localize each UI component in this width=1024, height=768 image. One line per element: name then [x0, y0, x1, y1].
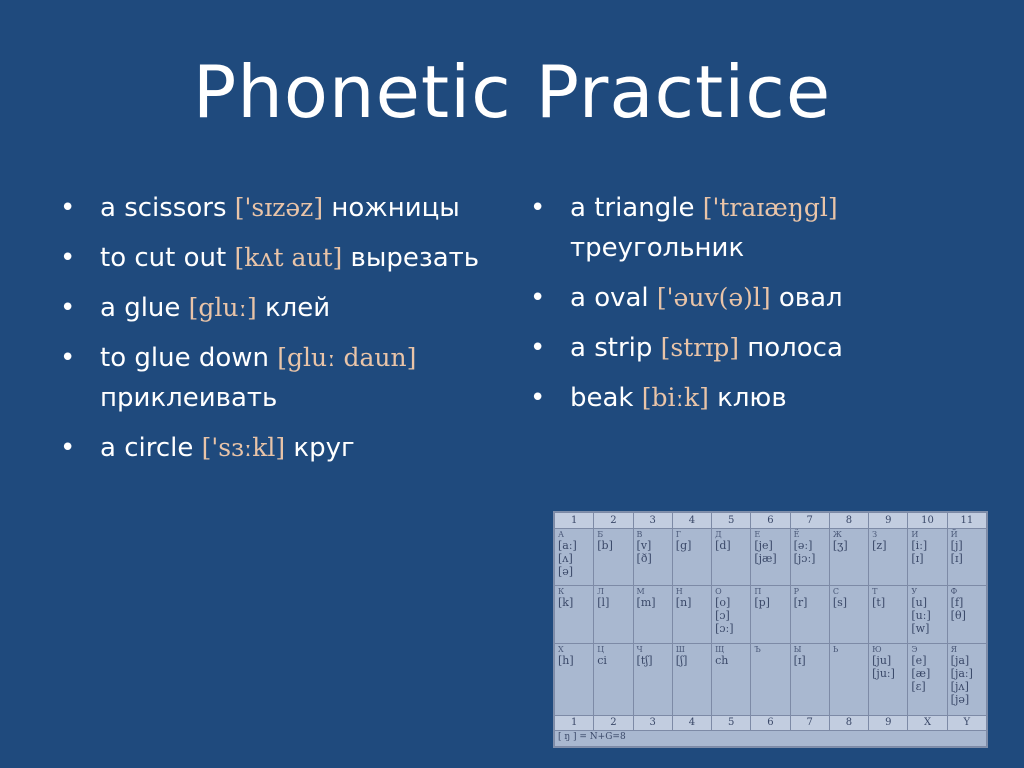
table-cell — [908, 586, 947, 643]
latin-sound: [ja] — [950, 653, 970, 667]
table-footer-note: [ ŋ ] = N+G=8 — [555, 731, 987, 747]
table-cell — [633, 528, 672, 585]
latin-sound: [r] — [793, 596, 808, 610]
latin-sound: [ð] — [636, 551, 652, 565]
table-cell — [712, 586, 751, 643]
cyrillic-letter: Р — [793, 587, 799, 597]
table-cell — [672, 586, 711, 643]
latin-sound: [jʌ] — [950, 679, 969, 693]
table-header-cell: 8 — [829, 513, 868, 529]
table-header-cell: 11 — [947, 513, 986, 529]
russian-translation: круг — [293, 433, 355, 463]
latin-sound: [aː] — [558, 538, 577, 552]
cyrillic-letter: Ъ — [754, 644, 761, 654]
table-footer-cell: 4 — [672, 715, 711, 731]
latin-sound: ci — [597, 653, 607, 667]
table-cell — [633, 586, 672, 643]
table-header-cell: 4 — [672, 513, 711, 529]
table-header-cell: 9 — [869, 513, 908, 529]
table-cell — [947, 586, 986, 643]
table-header-cell: 7 — [790, 513, 829, 529]
table-cell — [555, 586, 594, 643]
slide-title: Phonetic Practice — [192, 50, 832, 134]
cyrillic-letter: К — [558, 587, 565, 597]
latin-sound: [ɪ] — [793, 653, 806, 667]
cyrillic-letter: Ч — [636, 644, 643, 654]
russian-translation: клюв — [717, 383, 787, 413]
vocab-item — [60, 188, 490, 228]
table-cell — [869, 586, 908, 643]
bullet-icon: • — [530, 333, 546, 363]
latin-sound: [jɔː] — [793, 551, 816, 565]
table-cell — [829, 528, 868, 585]
latin-sound: [ɛ] — [911, 679, 926, 693]
latin-sound: [m] — [636, 596, 656, 610]
table-footer-cell: 6 — [751, 715, 790, 731]
ipa-transcription: [gluː daun] — [277, 343, 417, 372]
latin-sound: [uː] — [911, 609, 931, 623]
cyrillic-letter: Ц — [597, 644, 605, 654]
russian-translation: полоса — [747, 333, 843, 363]
english-word: a strip — [570, 333, 653, 363]
transcription-table — [554, 512, 987, 747]
cyrillic-letter: М — [636, 587, 645, 597]
bullet-icon: • — [60, 193, 76, 223]
vocab-item — [530, 378, 990, 418]
cyrillic-letter: Е — [754, 529, 761, 539]
table-cell — [790, 586, 829, 643]
cyrillic-letter: С — [832, 587, 839, 597]
table-header-cell: 6 — [751, 513, 790, 529]
table-cell — [869, 528, 908, 585]
table-cell — [751, 528, 790, 585]
latin-sound: ch — [715, 653, 729, 667]
russian-translation: вырезать — [350, 243, 480, 273]
cyrillic-letter: У — [911, 587, 918, 597]
cyrillic-letter: Ш — [675, 644, 685, 654]
english-word: a scissors — [100, 193, 227, 223]
table-footer-cell: 5 — [712, 715, 751, 731]
latin-sound: [g] — [675, 538, 692, 552]
russian-translation: овал — [778, 283, 843, 313]
latin-sound: [s] — [832, 596, 848, 610]
left-vocab-list — [60, 188, 490, 478]
bullet-icon: • — [60, 343, 76, 373]
english-word: to glue down — [100, 343, 269, 373]
cyrillic-letter: Ф — [950, 587, 958, 597]
bullet-icon: • — [60, 243, 76, 273]
cyrillic-letter: Ь — [832, 644, 839, 654]
table-cell — [555, 643, 594, 715]
latin-sound: [æ] — [911, 666, 931, 680]
cyrillic-letter: Ю — [872, 644, 882, 654]
latin-sound: [iː] — [911, 538, 928, 552]
table-cell — [555, 528, 594, 585]
latin-sound: [d] — [715, 538, 731, 552]
table-cell — [712, 528, 751, 585]
table-footer-cell: 8 — [829, 715, 868, 731]
table-footer-cell: Y — [947, 715, 986, 731]
latin-sound: [ʒ] — [832, 538, 848, 552]
table-cell — [908, 528, 947, 585]
table-footer-cell: 9 — [869, 715, 908, 731]
latin-sound: [ɔ] — [715, 609, 730, 623]
latin-sound: [w] — [911, 622, 930, 636]
bullet-icon: • — [60, 433, 76, 463]
table-header-cell: 5 — [712, 513, 751, 529]
table-footer-numbers-row — [555, 715, 987, 731]
latin-sound: [b] — [597, 538, 613, 552]
table-cell — [829, 586, 868, 643]
table-cell — [947, 643, 986, 715]
latin-sound: [jæ] — [754, 551, 777, 565]
latin-sound: [v] — [636, 538, 652, 552]
latin-sound: [ʌ] — [558, 551, 573, 565]
latin-sound: [ɪ] — [950, 551, 963, 565]
cyrillic-letter: А — [558, 529, 565, 539]
latin-sound: [ə] — [558, 564, 574, 578]
table-cell — [829, 643, 868, 715]
cyrillic-letter: З — [872, 529, 878, 539]
latin-sound: [jə] — [950, 692, 970, 706]
latin-sound: [h] — [558, 653, 574, 667]
table-cell — [751, 586, 790, 643]
ipa-transcription: [kʌt aut] — [234, 243, 343, 272]
english-word: beak — [570, 383, 634, 413]
bullet-icon: • — [530, 383, 546, 413]
latin-sound: [je] — [754, 538, 773, 552]
latin-sound: [z] — [872, 538, 887, 552]
table-header-cell: 3 — [633, 513, 672, 529]
cyrillic-letter: И — [911, 529, 919, 539]
latin-sound: [j] — [950, 538, 963, 552]
ipa-transcription: [biːk] — [641, 383, 709, 412]
latin-sound: [f] — [950, 596, 964, 610]
vocab-item — [60, 428, 490, 468]
table-cell — [790, 528, 829, 585]
cyrillic-letter: П — [754, 587, 762, 597]
cyrillic-letter: Ж — [832, 529, 842, 539]
table-cell — [908, 643, 947, 715]
vocab-item — [60, 288, 490, 328]
latin-sound: [u] — [911, 596, 928, 610]
table-footer-cell: 2 — [594, 715, 633, 731]
table-row — [555, 586, 987, 643]
latin-sound: [o] — [715, 596, 731, 610]
vocab-item — [530, 328, 990, 368]
table-cell — [712, 643, 751, 715]
table-header-row — [555, 513, 987, 529]
cyrillic-letter: Ы — [793, 644, 802, 654]
vocab-item — [60, 338, 490, 418]
cyrillic-letter: Я — [950, 644, 958, 654]
bullet-icon: • — [60, 293, 76, 323]
latin-sound: [ɔː] — [715, 622, 734, 636]
russian-translation: приклеивать — [100, 383, 278, 413]
ipa-transcription: ['sɜːkl] — [201, 433, 286, 462]
table-cell — [594, 528, 633, 585]
table-footer-cell: X — [908, 715, 947, 731]
latin-sound: [juː] — [872, 666, 895, 680]
english-word: a triangle — [570, 193, 695, 223]
table-cell — [672, 528, 711, 585]
table-row — [555, 643, 987, 715]
bullet-icon: • — [530, 283, 546, 313]
vocab-item — [530, 188, 990, 268]
english-word: to cut out — [100, 243, 227, 273]
latin-sound: [k] — [558, 596, 574, 610]
latin-sound: [ju] — [872, 653, 892, 667]
cyrillic-letter: Й — [950, 529, 958, 539]
russian-translation: ножницы — [331, 193, 460, 223]
russian-translation: треугольник — [570, 233, 745, 263]
table-cell — [790, 643, 829, 715]
table-cell — [672, 643, 711, 715]
ipa-transcription: [strɪp] — [660, 333, 739, 362]
table-cell — [594, 643, 633, 715]
latin-sound: [jaː] — [950, 666, 973, 680]
table-cell — [751, 643, 790, 715]
english-word: a circle — [100, 433, 194, 463]
table-header-cell: 1 — [555, 513, 594, 529]
cyrillic-letter: Л — [597, 587, 604, 597]
latin-sound: [p] — [754, 596, 770, 610]
table-cell — [869, 643, 908, 715]
cyrillic-letter: Э — [911, 644, 918, 654]
russian-translation: клей — [264, 293, 331, 323]
ipa-transcription: ['traɪæŋgl] — [702, 193, 838, 222]
table-cell — [633, 643, 672, 715]
latin-sound: [t] — [872, 596, 886, 610]
latin-sound: [n] — [675, 596, 692, 610]
latin-sound: [e] — [911, 653, 927, 667]
cyrillic-letter: Х — [558, 644, 564, 654]
ipa-transcription: ['əuv(ə)l] — [656, 283, 771, 312]
english-word: a oval — [570, 283, 649, 313]
table-header-cell: 2 — [594, 513, 633, 529]
table-row — [555, 528, 987, 585]
latin-sound: [θ] — [950, 609, 966, 623]
bullet-icon: • — [530, 193, 546, 223]
ipa-transcription: [gluː] — [188, 293, 257, 322]
cyrillic-letter: В — [636, 529, 643, 539]
english-word: a glue — [100, 293, 181, 323]
cyrillic-letter: Б — [597, 529, 604, 539]
table-footer-cell: 3 — [633, 715, 672, 731]
cyrillic-letter: Ё — [793, 529, 800, 539]
latin-sound: [l] — [597, 596, 610, 610]
cyrillic-letter: Т — [872, 587, 878, 597]
table-footer-cell: 1 — [555, 715, 594, 731]
table-header-cell: 10 — [908, 513, 947, 529]
cyrillic-letter: Г — [675, 529, 682, 539]
right-vocab-list — [530, 188, 990, 428]
ipa-transcription: ['sɪzəz] — [234, 193, 324, 222]
transcription-table-image — [553, 511, 988, 748]
cyrillic-letter: О — [715, 587, 722, 597]
table-footer-note-row — [555, 731, 987, 747]
latin-sound: [ʃ] — [675, 653, 688, 667]
table-cell — [594, 586, 633, 643]
table-footer-cell: 7 — [790, 715, 829, 731]
latin-sound: [əː] — [793, 538, 813, 552]
cyrillic-letter: Н — [675, 587, 683, 597]
latin-sound: [tʃ] — [636, 653, 653, 667]
latin-sound: [ɪ] — [911, 551, 924, 565]
vocab-item — [530, 278, 990, 318]
table-cell — [947, 528, 986, 585]
vocab-item — [60, 238, 490, 278]
cyrillic-letter: Щ — [715, 644, 725, 654]
cyrillic-letter: Д — [715, 529, 722, 539]
